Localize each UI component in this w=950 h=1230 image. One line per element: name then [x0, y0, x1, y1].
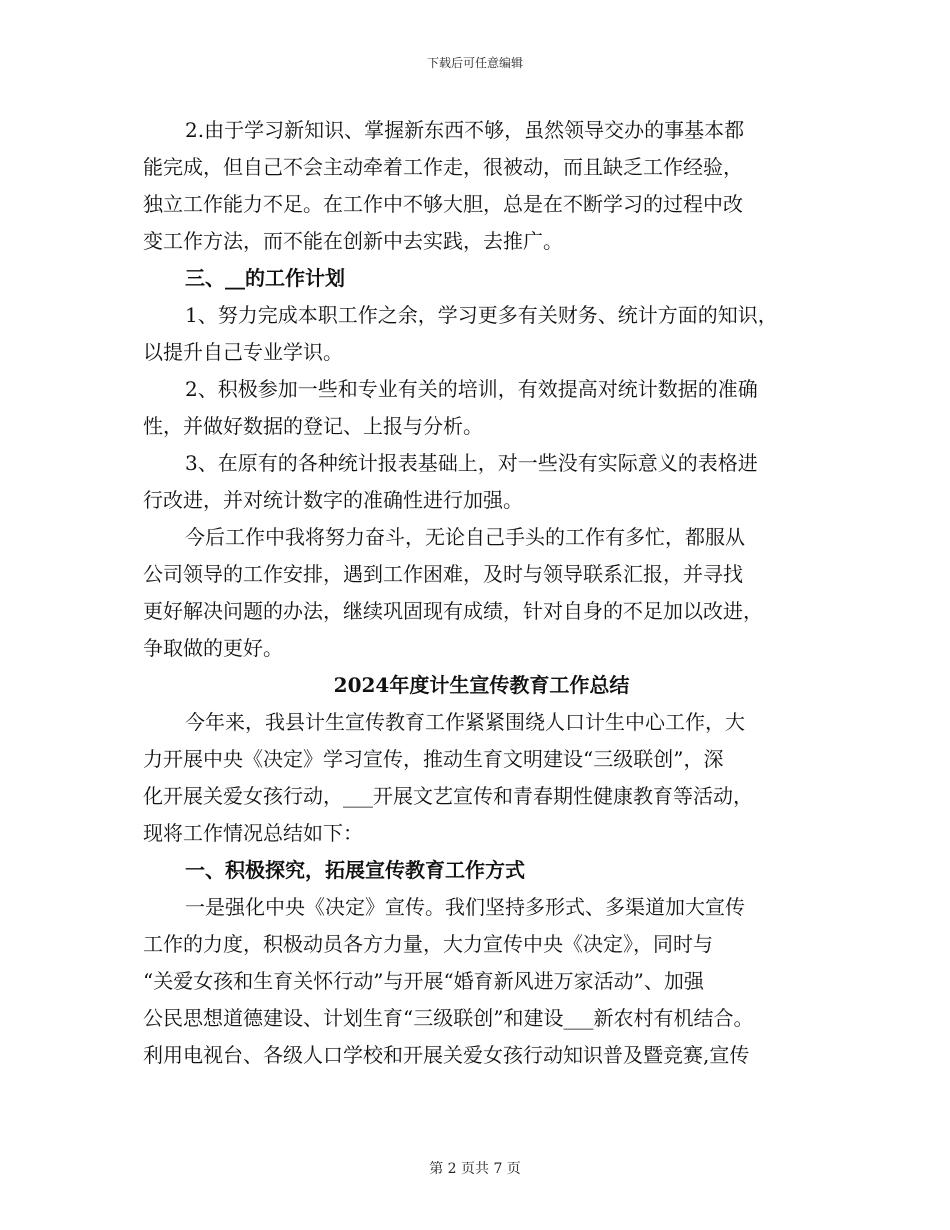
- section-heading: 三、__的工作计划: [185, 266, 345, 290]
- page-footer: 第 2 页共 7 页: [429, 1161, 521, 1177]
- paragraph-line: 性，并做好数据的登记、上报与分析。: [143, 414, 483, 438]
- paragraph-line: 能完成，但自己不会主动牵着工作走，很被动，而且缺乏工作经验，: [143, 155, 743, 179]
- paragraph-line: 工作的力度，积极动员各方力量，大力宣传中央《决定》，同时与: [143, 932, 713, 956]
- document-body: [143, 112, 820, 1074]
- paragraph-line: 独立工作能力不足。在工作中不够大胆，总是在不断学习的过程中改: [143, 192, 743, 216]
- paragraph-line: 更好解决问题的办法，继续巩固现有成绩，针对自身的不足加以改进，: [143, 599, 763, 623]
- page-header: 下载后可任意编辑: [426, 56, 523, 70]
- paragraph-line: 利用电视台、各级人口学校和开展关爱女孩行动知识普及暨竞赛,宣传: [143, 1043, 750, 1067]
- section-heading: 一、积极探究，拓展宣传教育工作方式: [185, 858, 525, 882]
- paragraph-line: 今后工作中我将努力奋斗，无论自己手头的工作有多忙，都服从: [185, 525, 745, 549]
- paragraph-line: 变工作方法，而不能在创新中去实践，去推广。: [143, 229, 563, 253]
- paragraph-line: 争取做的更好。: [143, 636, 283, 660]
- paragraph-line: 2、积极参加一些和专业有关的培训，有效提高对统计数据的准确: [185, 377, 758, 401]
- paragraph-line: 现将工作情况总结如下：: [143, 821, 363, 845]
- paragraph-line: 化开展关爱女孩行动，___开展文艺宣传和青春期性健康教育等活动，: [143, 784, 753, 808]
- paragraph-line: “关爱女孩和生育关怀行动”与开展“婚育新风进万家活动”、加强: [143, 969, 704, 993]
- paragraph-line: 一是强化中央《决定》宣传。我们坚持多形式、多渠道加大宣传: [185, 895, 745, 919]
- paragraph-line: 2.由于学习新知识、掌握新东西不够，虽然领导交办的事基本都: [185, 118, 745, 142]
- paragraph-line: 力开展中央《决定》学习宣传，推动生育文明建设“三级联创”，深: [143, 747, 724, 771]
- paragraph-line: 公司领导的工作安排，遇到工作困难，及时与领导联系汇报，并寻找: [143, 562, 743, 586]
- paragraph-line: 行改进，并对统计数字的准确性进行加强。: [143, 488, 523, 512]
- document-title: 2024年度计生宣传教育工作总结: [333, 673, 630, 697]
- paragraph-line: 1、努力完成本职工作之余，学习更多有关财务、统计方面的知识，: [185, 303, 778, 327]
- paragraph-line: 公民思想道德建设、计划生育“三级联创”和建设___新农村有机结合。: [143, 1006, 754, 1030]
- paragraph-line: 今年来，我县计生宣传教育工作紧紧围绕人口计生中心工作，大: [185, 710, 745, 734]
- paragraph-line: 3、在原有的各种统计报表基础上，对一些没有实际意义的表格进: [185, 451, 758, 475]
- paragraph-line: 以提升自己专业学识。: [143, 340, 343, 364]
